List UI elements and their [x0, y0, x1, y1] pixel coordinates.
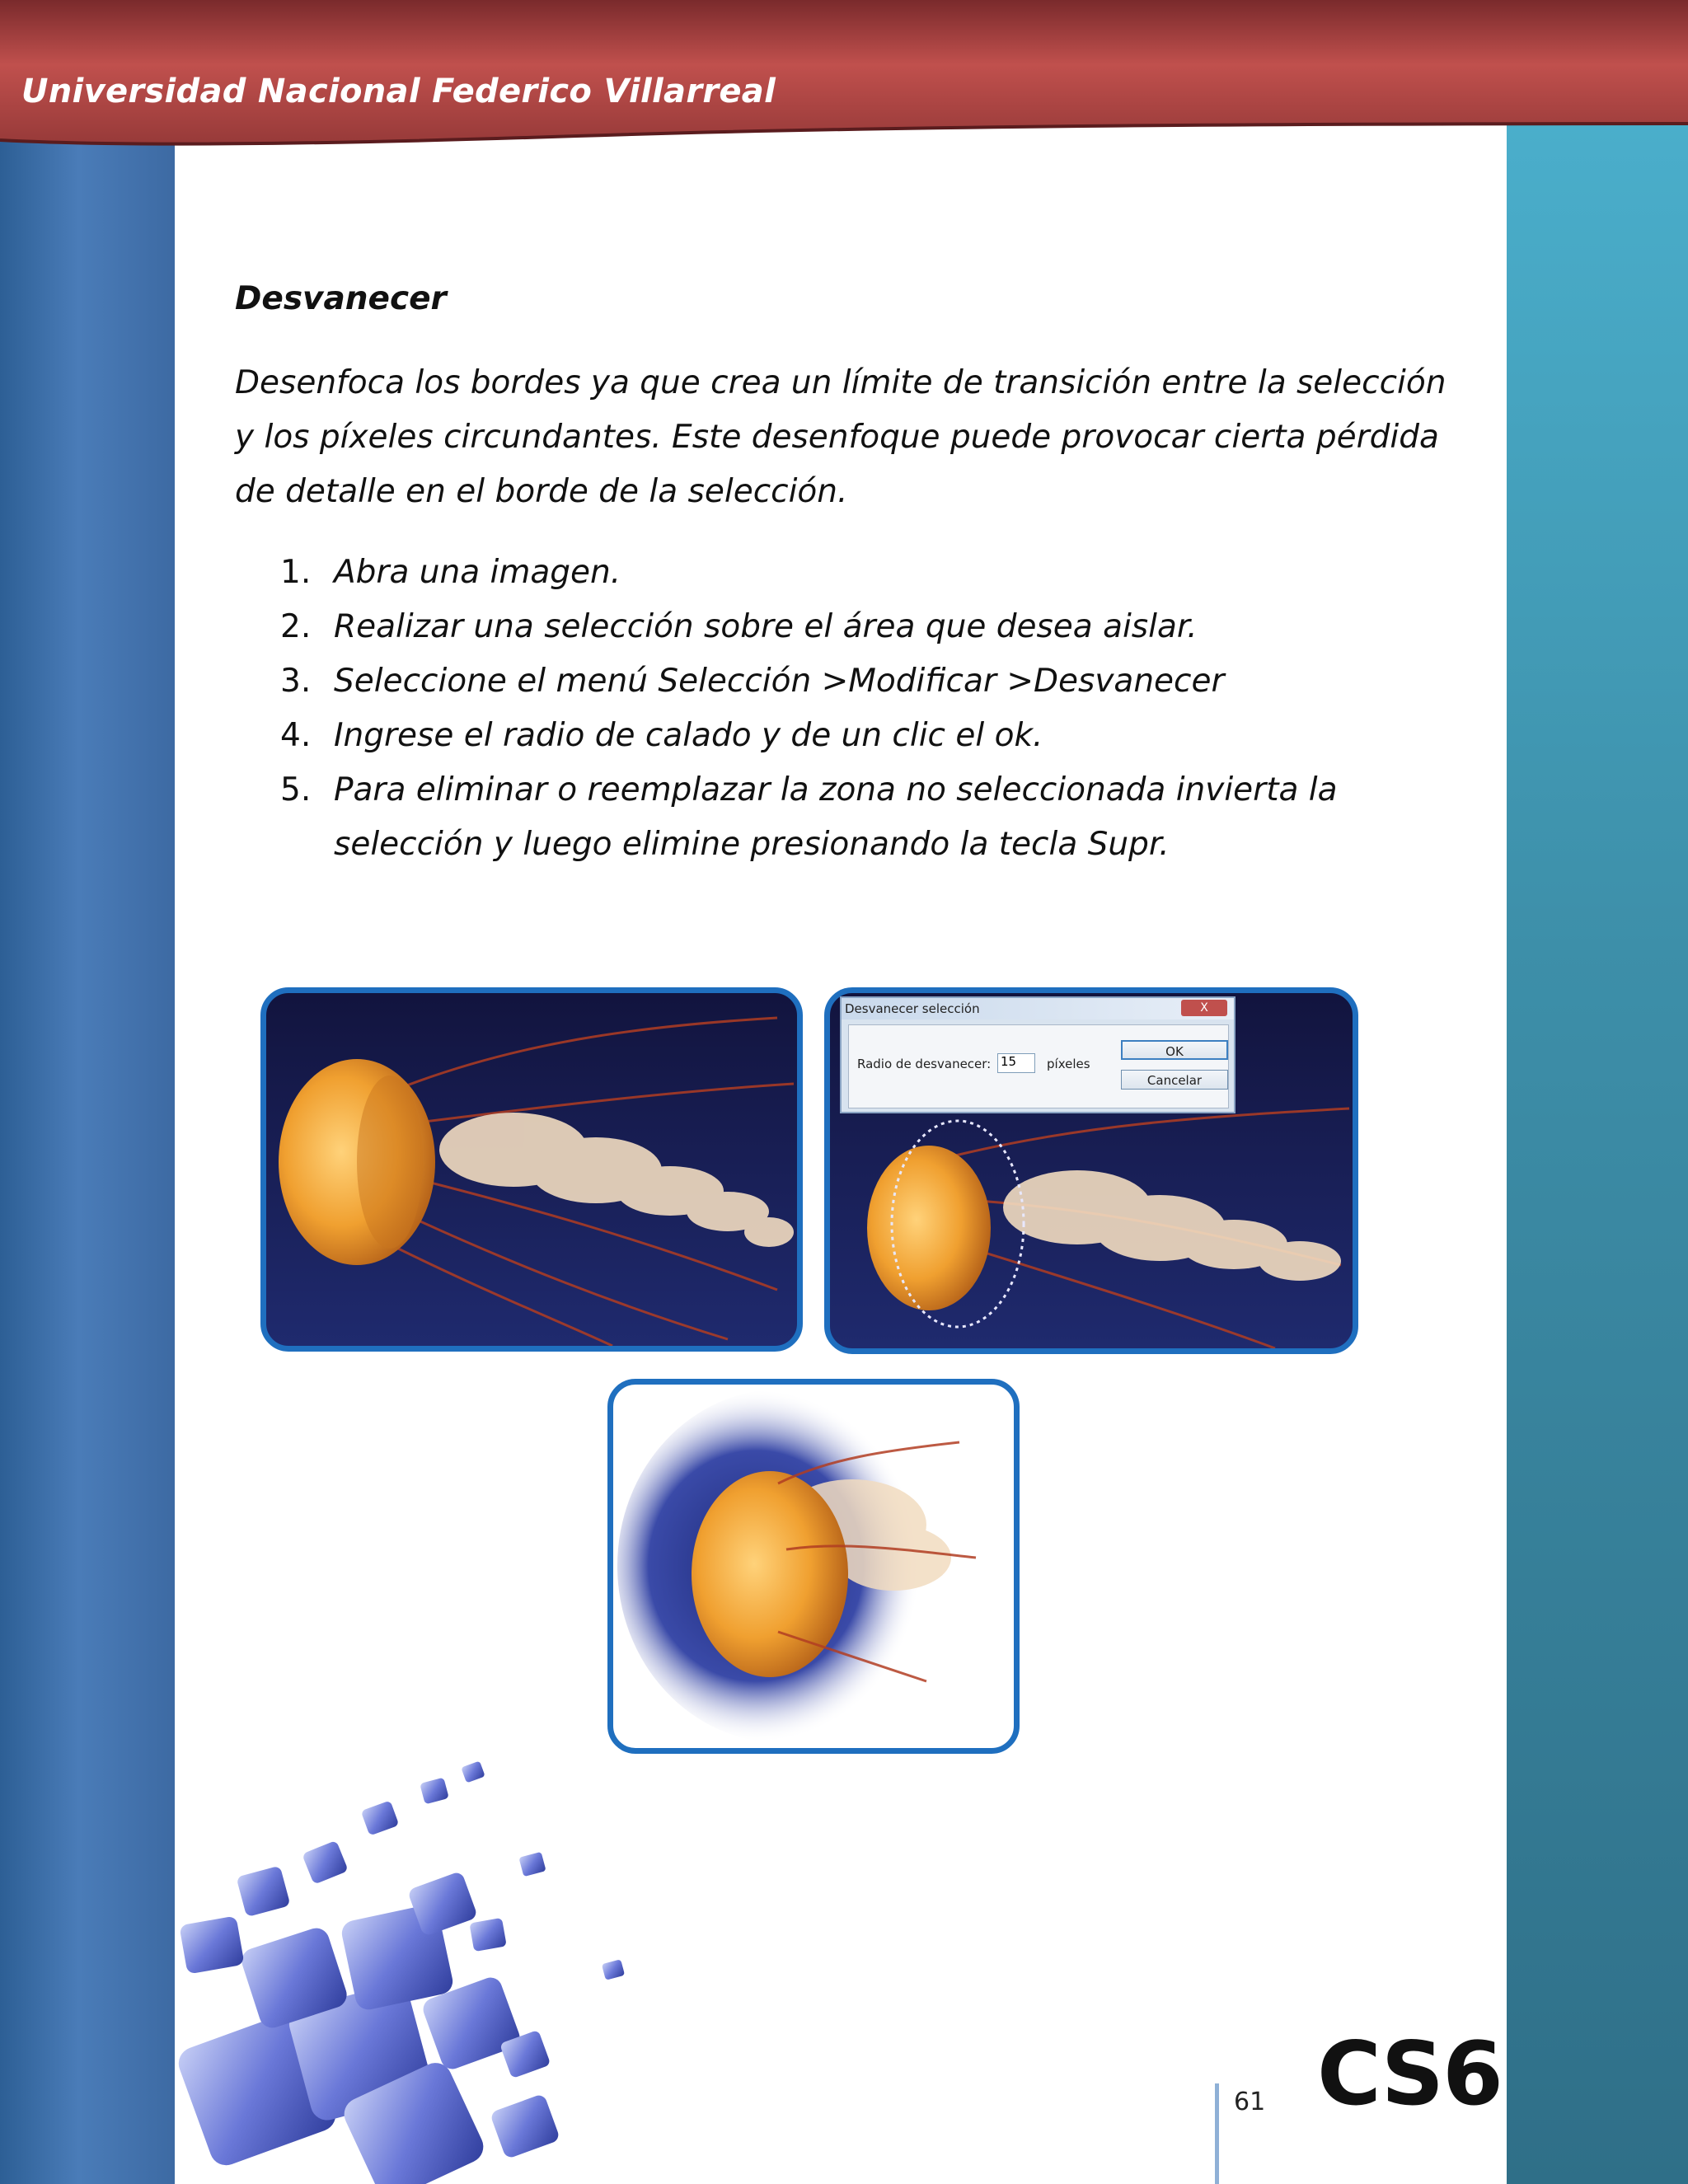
list-item	[280, 546, 1401, 600]
ok-button[interactable]: OK	[1121, 1040, 1228, 1060]
step-text: Para eliminar o reemplazar la zona no seleccionada invierta la selección y luego elimine presionando la tecla Supr.	[334, 771, 1338, 863]
radius-unit: píxeles	[1047, 1057, 1090, 1071]
section-paragraph: Desenfoca los bordes ya que crea un límite de transición entre la selección y los píxeles circundantes. Este desenfoque puede provocar cierta pérdida de detalle en el borde de la selección.	[235, 364, 1447, 510]
university-name: Universidad Nacional Federico Villarreal	[21, 73, 776, 110]
list-item	[280, 654, 1401, 709]
jellyfish-selection-image	[824, 987, 1358, 1354]
radius-input[interactable]: 15	[997, 1053, 1035, 1073]
steps-list	[280, 546, 1401, 872]
page-number: 61	[1234, 2088, 1266, 2116]
step-number: 5.	[280, 771, 312, 808]
radius-label: Radio de desvanecer:	[857, 1057, 992, 1071]
step-number: 3.	[280, 663, 312, 700]
right-side-panel	[1507, 124, 1688, 2184]
feather-dialog	[840, 996, 1236, 1113]
section-title: Desvanecer	[235, 280, 447, 317]
dialog-title: Desvanecer selección	[842, 998, 1234, 1019]
jellyfish-original-image	[260, 987, 803, 1352]
decorative-cubes-graphic	[175, 1747, 719, 2184]
step-text: Abra una imagen.	[334, 554, 621, 591]
list-item	[280, 763, 1401, 872]
step-text: Seleccione el menú Selección >Modificar >Desvanecer	[334, 663, 1225, 700]
step-number: 4.	[280, 717, 312, 754]
dialog-body	[848, 1024, 1229, 1108]
list-item	[280, 600, 1401, 654]
left-side-panel	[0, 124, 175, 2184]
step-text: Realizar una selección sobre el área que desea aislar.	[334, 608, 1198, 645]
jellyfish-feathered-illustration	[613, 1385, 1014, 1748]
step-number: 1.	[280, 554, 312, 591]
step-number: 2.	[280, 608, 312, 645]
dialog-close-button[interactable]: X	[1181, 1000, 1227, 1016]
header-banner	[0, 0, 1688, 152]
jellyfish-illustration	[266, 993, 797, 1346]
brand-label: CS6	[1317, 2023, 1502, 2125]
step-text: Ingrese el radio de calado y de un clic el ok.	[334, 717, 1043, 754]
jellyfish-feathered-image	[607, 1379, 1020, 1754]
cancel-button[interactable]: Cancelar	[1121, 1070, 1228, 1090]
list-item	[280, 709, 1401, 763]
page-number-divider	[1215, 2083, 1219, 2184]
